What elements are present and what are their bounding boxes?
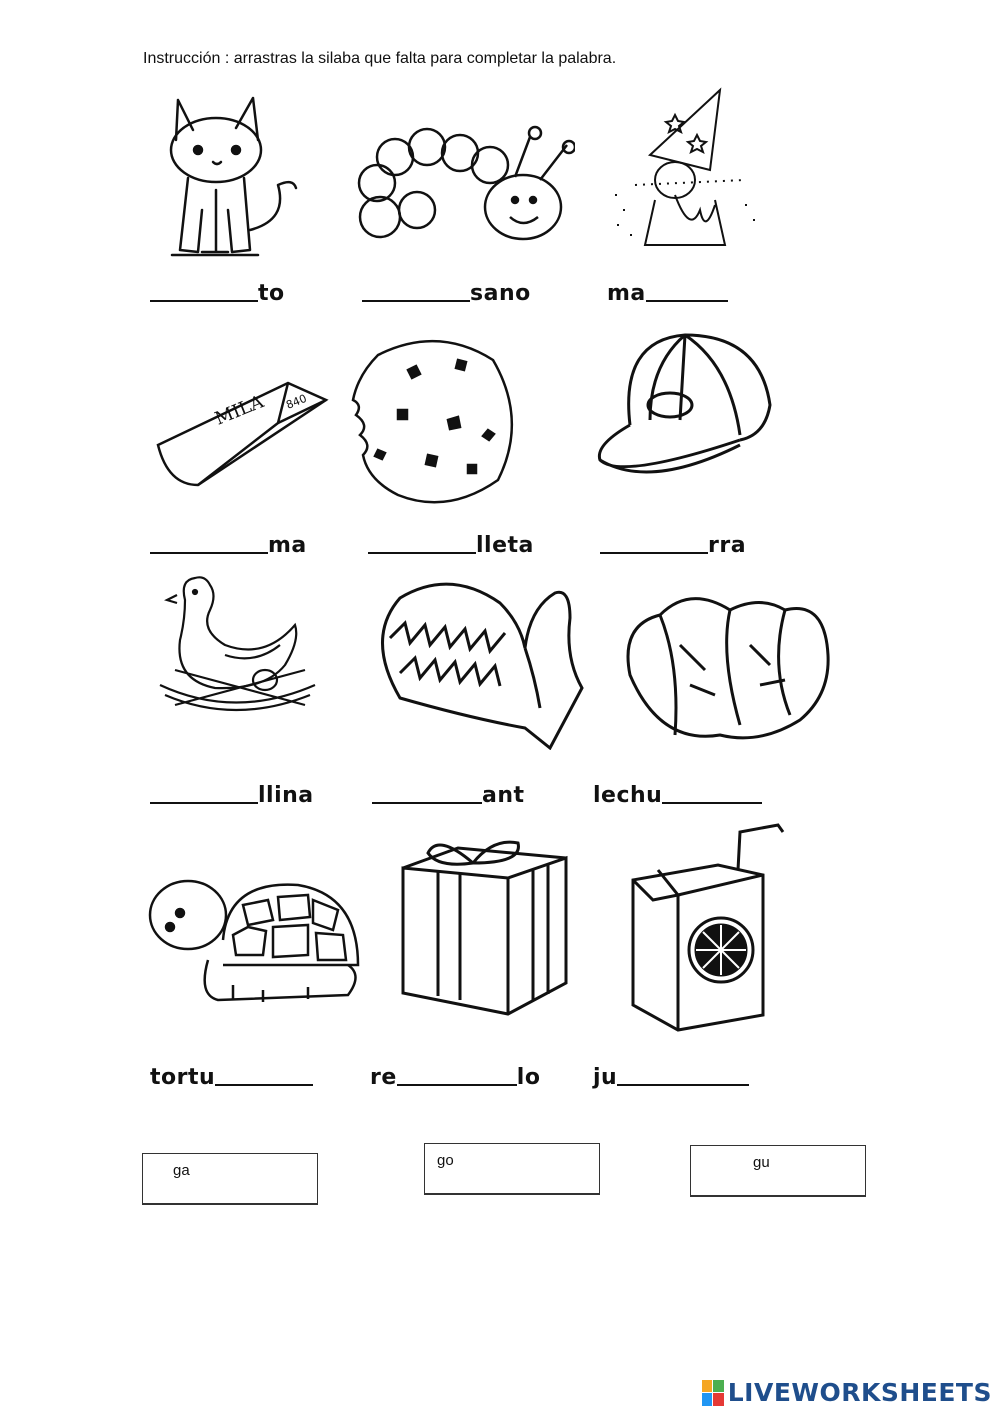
eraser-brand: MILA [212, 391, 267, 430]
blank-slot[interactable] [662, 801, 762, 804]
mitten-picture [370, 578, 585, 750]
tile-label: ga [173, 1162, 190, 1179]
hen-picture [155, 570, 325, 720]
turtle-picture [148, 865, 360, 1015]
word-gusano: sano [362, 276, 531, 306]
cookie-picture [348, 330, 523, 510]
word-guante: ant [372, 778, 525, 808]
word-galleta: lleta [368, 528, 534, 558]
wizard-picture [605, 85, 765, 260]
word-regalo: re lo [370, 1065, 541, 1090]
gift-picture [398, 838, 568, 1016]
cat-picture [158, 90, 303, 270]
blank-slot[interactable] [600, 551, 708, 554]
liveworksheets-icon [702, 1380, 724, 1406]
blank-slot[interactable] [362, 299, 470, 302]
caterpillar-picture [355, 125, 575, 245]
blank-slot[interactable] [646, 299, 728, 302]
word-tortuga: tortu [150, 1060, 313, 1090]
brand-name: LIVEWORKSHEETS [727, 1378, 992, 1407]
blank-slot[interactable] [372, 801, 482, 804]
blank-slot[interactable] [397, 1083, 517, 1086]
juice-picture [628, 820, 793, 1035]
tile-ga[interactable] [142, 1153, 318, 1205]
cap-picture [590, 325, 775, 500]
blank-slot[interactable] [150, 299, 258, 302]
blank-slot[interactable] [150, 801, 258, 804]
blank-slot[interactable] [150, 551, 268, 554]
tile-gu[interactable] [690, 1145, 866, 1197]
liveworksheets-logo [702, 1378, 992, 1407]
tile-label: go [437, 1152, 454, 1169]
instruction-text: Instrucción : arrastras la silaba que falta para completar la palabra. [143, 50, 617, 67]
eraser-picture [148, 375, 333, 495]
word-gato: to [150, 276, 285, 306]
word-gorra: rra [600, 528, 746, 558]
blank-slot[interactable] [215, 1083, 313, 1086]
tile-go[interactable] [424, 1143, 600, 1195]
blank-slot[interactable] [368, 551, 476, 554]
word-lechuga: lechu [593, 778, 762, 808]
blank-slot[interactable] [617, 1083, 749, 1086]
eraser-number: 840 [284, 391, 309, 412]
word-goma: ma [150, 528, 307, 558]
word-gallina: llina [150, 778, 314, 808]
word-jugo: ju [593, 1060, 749, 1090]
tile-label: gu [753, 1154, 770, 1171]
lettuce-picture [620, 585, 830, 750]
word-mago: ma [607, 276, 728, 306]
